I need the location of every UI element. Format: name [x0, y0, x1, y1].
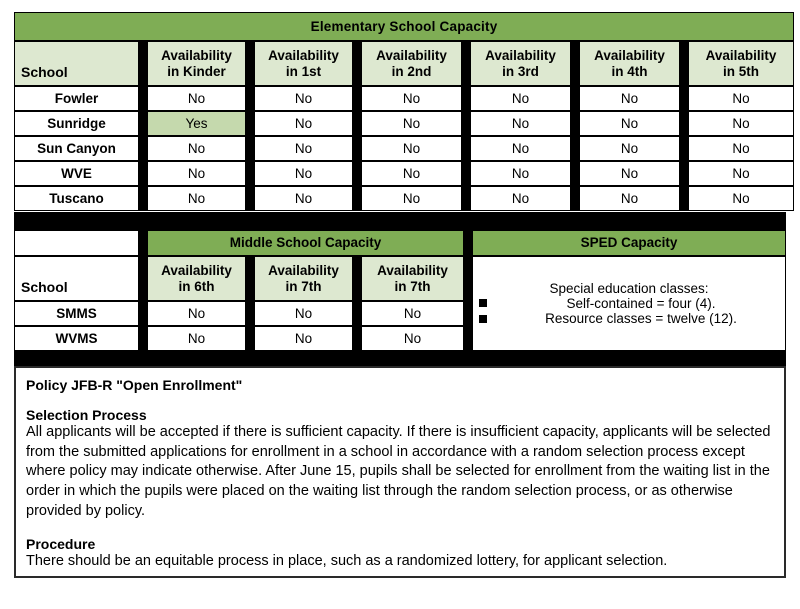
- middle-school-column-header: School: [14, 256, 139, 301]
- col-header-line2: in 4th: [611, 63, 648, 79]
- column-gutter: [353, 161, 361, 186]
- col-header-line2: in 2nd: [391, 63, 432, 79]
- square-bullet-icon: [479, 299, 487, 307]
- column-gutter: [462, 136, 470, 161]
- availability-cell: No: [688, 136, 794, 161]
- row-school-name: Fowler: [14, 86, 139, 111]
- column-gutter: [139, 301, 147, 326]
- column-gutter: [680, 41, 688, 86]
- column-gutter: [680, 136, 688, 161]
- elementary-col-header-4th: [579, 41, 680, 86]
- column-gutter: [139, 326, 147, 351]
- row-school-name: SMMS: [14, 301, 139, 326]
- column-gutter: [246, 256, 254, 301]
- list-item: [477, 296, 785, 311]
- col-header-line2: in 7th: [285, 278, 322, 294]
- column-gutter: [571, 186, 579, 211]
- column-gutter: [571, 86, 579, 111]
- table-row: [14, 86, 794, 111]
- availability-cell: No: [361, 136, 462, 161]
- sped-intro-text: Special education classes:: [549, 280, 709, 296]
- table-row: [14, 186, 794, 211]
- availability-cell: No: [688, 86, 794, 111]
- col-header-line2: in 3rd: [502, 63, 539, 79]
- procedure-heading: Procedure: [26, 535, 96, 552]
- availability-cell: No: [254, 111, 353, 136]
- policy-title: Policy JFB-R "Open Enrollment": [26, 377, 243, 393]
- availability-cell: No: [254, 326, 353, 351]
- availability-cell: No: [361, 326, 464, 351]
- row-school-name: WVMS: [14, 326, 139, 351]
- selection-process-text: All applicants will be accepted if there is sufficient capacity. If there is insufficient capacity, applicants will be selected from the submitted applications for enrollment in a school in accordance with a random selection process except where policy may indicate otherwise. After June 15, pupils shall be selected for enrollment from the waiting list in the order in which the pupils were placed on the waiting list through the random selection process, or as otherwise provided by policy.: [26, 424, 771, 519]
- column-gutter: [139, 86, 147, 111]
- availability-cell: No: [470, 136, 571, 161]
- middle-title-row: [14, 230, 464, 256]
- column-gutter: [353, 111, 361, 136]
- availability-cell: No: [254, 86, 353, 111]
- row-school-name: WVE: [14, 161, 139, 186]
- column-gutter: [246, 41, 254, 86]
- table-row: [14, 326, 464, 351]
- elementary-col-header-1st: [254, 41, 353, 86]
- column-gutter: [246, 326, 254, 351]
- availability-cell: No: [688, 111, 794, 136]
- elementary-col-header-kinder: [147, 41, 246, 86]
- column-gutter: [353, 301, 361, 326]
- column-gutter: [571, 136, 579, 161]
- table-row: [14, 161, 794, 186]
- column-gutter: [680, 161, 688, 186]
- column-gutter: [246, 301, 254, 326]
- column-gutter: [571, 111, 579, 136]
- column-gutter: [353, 256, 361, 301]
- column-gutter: [462, 186, 470, 211]
- middle-header-row: [14, 256, 464, 301]
- availability-cell: No: [688, 186, 794, 211]
- square-bullet-icon: [479, 315, 487, 323]
- sped-body-cell: [472, 256, 786, 351]
- sped-title: SPED Capacity: [472, 230, 786, 256]
- availability-cell: No: [579, 111, 680, 136]
- column-gutter: [353, 186, 361, 211]
- elementary-school-capacity-table: [14, 12, 794, 211]
- column-gutter: [353, 326, 361, 351]
- list-item: [477, 311, 785, 326]
- column-gutter: [246, 136, 254, 161]
- availability-cell: No: [147, 326, 246, 351]
- row-school-name: Tuscano: [14, 186, 139, 211]
- column-gutter: [353, 86, 361, 111]
- table-row: [14, 136, 794, 161]
- availability-cell: No: [254, 301, 353, 326]
- list-item-label: Resource classes = twelve (12).: [545, 311, 737, 327]
- table-row: [14, 111, 794, 136]
- column-gutter: [139, 41, 147, 86]
- col-header-line1: Availability: [485, 48, 556, 64]
- elementary-col-header-5th: [688, 41, 794, 86]
- procedure-text: There should be an equitable process in place, such as a randomized lottery, for applicant selection.: [26, 552, 668, 569]
- availability-cell: No: [147, 136, 246, 161]
- column-gutter: [462, 161, 470, 186]
- elementary-title: Elementary School Capacity: [14, 12, 794, 41]
- col-header-line1: Availability: [376, 48, 447, 64]
- availability-cell: No: [688, 161, 794, 186]
- middle-col-header-7th-b: [361, 256, 464, 301]
- sped-bullet-list: [473, 296, 785, 326]
- policy-panel: [14, 366, 786, 578]
- availability-cell: No: [254, 186, 353, 211]
- availability-cell-yes: Yes: [147, 111, 246, 136]
- column-gutter: [246, 86, 254, 111]
- elementary-school-column-header: School: [14, 41, 139, 86]
- elementary-header-row: [14, 41, 794, 86]
- availability-cell: No: [470, 186, 571, 211]
- section-separator-band: [14, 351, 786, 366]
- availability-cell: No: [579, 186, 680, 211]
- col-header-line1: Availability: [161, 48, 232, 64]
- table-gutter-vertical: [464, 230, 472, 351]
- row-school-name: Sun Canyon: [14, 136, 139, 161]
- availability-cell: No: [254, 136, 353, 161]
- column-gutter: [680, 186, 688, 211]
- middle-col-header-6th: [147, 256, 246, 301]
- paragraph-spacer: [26, 522, 772, 536]
- availability-cell: No: [361, 86, 462, 111]
- middle-school-capacity-table: [14, 230, 464, 351]
- column-gutter: [139, 186, 147, 211]
- col-header-line1: Availability: [161, 263, 232, 279]
- availability-cell: No: [470, 86, 571, 111]
- availability-cell: No: [147, 186, 246, 211]
- availability-cell: No: [361, 111, 462, 136]
- column-gutter: [246, 161, 254, 186]
- column-gutter: [571, 41, 579, 86]
- col-header-line1: Availability: [268, 263, 339, 279]
- col-header-line2: in 7th: [394, 278, 431, 294]
- column-gutter: [571, 161, 579, 186]
- column-gutter: [139, 136, 147, 161]
- availability-cell: No: [147, 301, 246, 326]
- elementary-title-row: [14, 12, 794, 41]
- column-gutter: [462, 111, 470, 136]
- availability-cell: No: [361, 161, 462, 186]
- availability-cell: No: [579, 161, 680, 186]
- availability-cell: No: [470, 161, 571, 186]
- availability-cell: No: [579, 136, 680, 161]
- column-gutter: [246, 186, 254, 211]
- sped-capacity-table: [472, 230, 786, 351]
- elementary-col-header-2nd: [361, 41, 462, 86]
- availability-cell: No: [147, 161, 246, 186]
- column-gutter: [680, 111, 688, 136]
- column-gutter: [139, 111, 147, 136]
- availability-cell: No: [147, 86, 246, 111]
- section-separator-band: [14, 212, 786, 230]
- col-header-line1: Availability: [377, 263, 448, 279]
- column-gutter: [139, 161, 147, 186]
- column-gutter: [139, 256, 147, 301]
- middle-title: Middle School Capacity: [147, 230, 464, 256]
- col-header-line2: in Kinder: [167, 63, 226, 79]
- column-gutter: [462, 86, 470, 111]
- availability-cell: No: [254, 161, 353, 186]
- middle-corner-cell: [14, 230, 139, 256]
- col-header-line2: in 5th: [723, 63, 760, 79]
- elementary-col-header-3rd: [470, 41, 571, 86]
- table-row: [14, 301, 464, 326]
- col-header-line1: Availability: [705, 48, 777, 64]
- column-gutter: [139, 230, 147, 256]
- availability-cell: No: [361, 301, 464, 326]
- list-item-label: Self-contained = four (4).: [566, 295, 716, 311]
- column-gutter: [353, 136, 361, 161]
- col-header-line1: Availability: [594, 48, 665, 64]
- availability-cell: No: [579, 86, 680, 111]
- middle-col-header-7th-a: [254, 256, 353, 301]
- row-school-name: Sunridge: [14, 111, 139, 136]
- selection-process-heading: Selection Process: [26, 407, 147, 423]
- availability-cell: No: [470, 111, 571, 136]
- availability-cell: No: [361, 186, 462, 211]
- sped-body-row: [472, 256, 786, 351]
- column-gutter: [246, 111, 254, 136]
- col-header-line1: Availability: [268, 48, 339, 64]
- column-gutter: [680, 86, 688, 111]
- sped-title-row: [472, 230, 786, 256]
- col-header-line2: in 1st: [285, 63, 322, 79]
- column-gutter: [462, 41, 470, 86]
- column-gutter: [353, 41, 361, 86]
- col-header-line2: in 6th: [178, 278, 215, 294]
